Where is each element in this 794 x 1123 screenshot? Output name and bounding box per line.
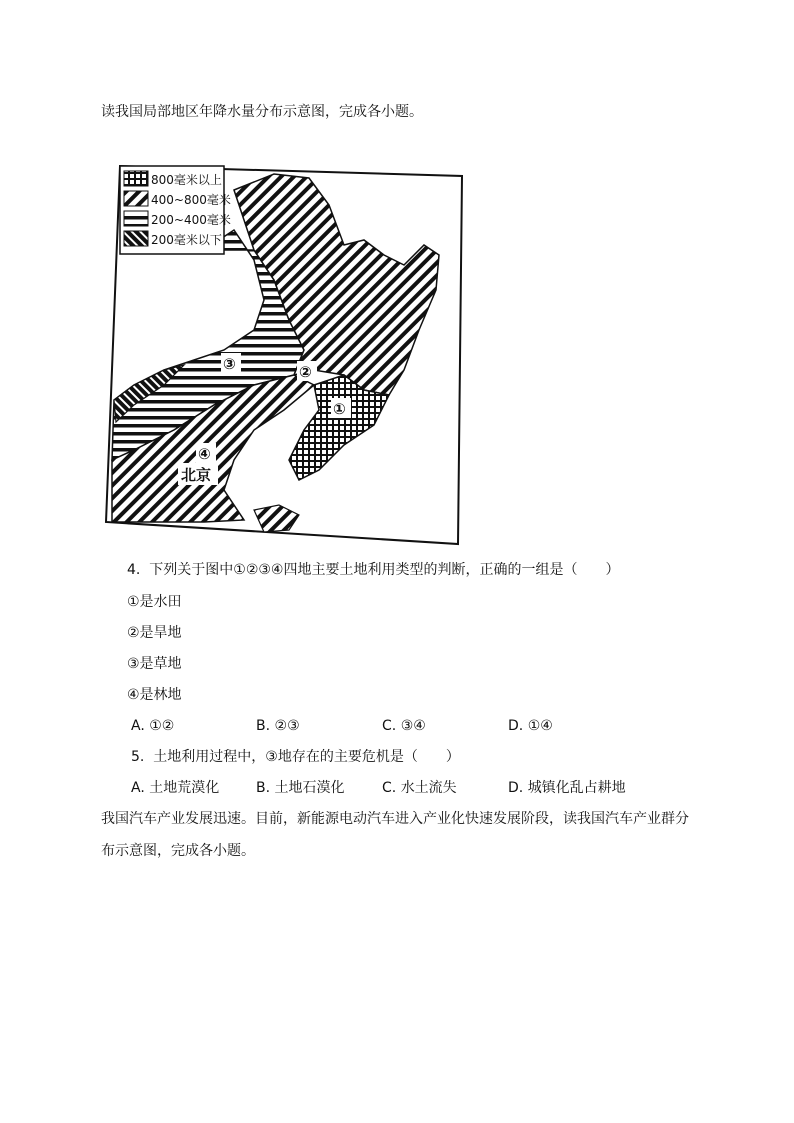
q5-option-a-letter: A. (131, 780, 145, 796)
q4-option-a-letter: A. (131, 718, 145, 734)
q4-option-a-text: ①② (149, 718, 175, 734)
legend-label-1: 800毫米以上 (151, 173, 222, 187)
q5-option-c[interactable] (382, 778, 457, 798)
q4-stem-text: 下列关于图中①②③④四地主要土地利用类型的判断，正确的一组是（ ） (149, 562, 620, 578)
legend-item-3 (124, 211, 231, 227)
legend-label-4: 200毫米以下 (151, 233, 222, 247)
precipitation-map (104, 160, 466, 548)
q4-stem (127, 560, 619, 580)
legend-label-3: 200~400毫米 (151, 213, 231, 227)
q5-option-a-text: 土地荒漠化 (149, 780, 220, 796)
q4-option-b-letter: B. (256, 718, 271, 734)
q5-option-b-text: 土地石漠化 (274, 780, 345, 796)
q5-option-c-letter: C. (382, 780, 397, 796)
q5-option-c-text: 水土流失 (400, 780, 457, 796)
q5-option-b-letter: B. (256, 780, 271, 796)
q5-stem-text: 土地利用过程中，③地存在的主要危机是（ ） (153, 749, 460, 765)
q4-option-c-text: ③④ (400, 718, 426, 734)
q4-number: 4. (127, 562, 141, 578)
q5-number: 5. (131, 749, 145, 765)
marker-1: ① (333, 400, 346, 418)
marker-2: ② (299, 363, 312, 381)
marker-4: ④ (198, 445, 211, 463)
legend-item-4 (124, 231, 222, 247)
q4-option-c[interactable] (382, 716, 426, 736)
intro-text: 读我国局部地区年降水量分布示意图，完成各小题。 (101, 104, 423, 120)
q4-option-d[interactable] (508, 716, 553, 736)
q4-option-b-text: ②③ (274, 718, 300, 734)
intro2-line2: 布示意图，完成各小题。 (101, 843, 255, 859)
q4-statement-1: ①是水田 (127, 594, 182, 610)
q4-option-b[interactable] (256, 716, 300, 736)
intro2-line1: 我国汽车产业发展迅速。目前，新能源电动汽车进入产业化快速发展阶段，读我国汽车产业群分 (101, 811, 689, 827)
legend-label-2: 400~800毫米 (151, 193, 231, 207)
q4-option-c-letter: C. (382, 718, 397, 734)
q5-option-d-letter: D. (508, 780, 524, 796)
q4-statement-3: ③是草地 (127, 656, 182, 672)
legend-item-1 (124, 171, 222, 187)
q4-statement-4: ④是林地 (127, 687, 182, 703)
legend-item-2 (124, 191, 231, 207)
marker-3: ③ (223, 355, 236, 373)
q4-option-a[interactable] (131, 716, 174, 736)
city-label-beijing: 北京 (181, 466, 212, 484)
q4-option-d-text: ①④ (527, 718, 553, 734)
q4-option-d-letter: D. (508, 718, 524, 734)
q5-option-b[interactable] (256, 778, 345, 798)
q5-option-a[interactable] (131, 778, 219, 798)
q4-statement-2: ②是旱地 (127, 625, 182, 641)
q5-stem (131, 747, 460, 767)
q5-option-d[interactable] (508, 778, 626, 798)
q5-option-d-text: 城镇化乱占耕地 (527, 780, 626, 796)
